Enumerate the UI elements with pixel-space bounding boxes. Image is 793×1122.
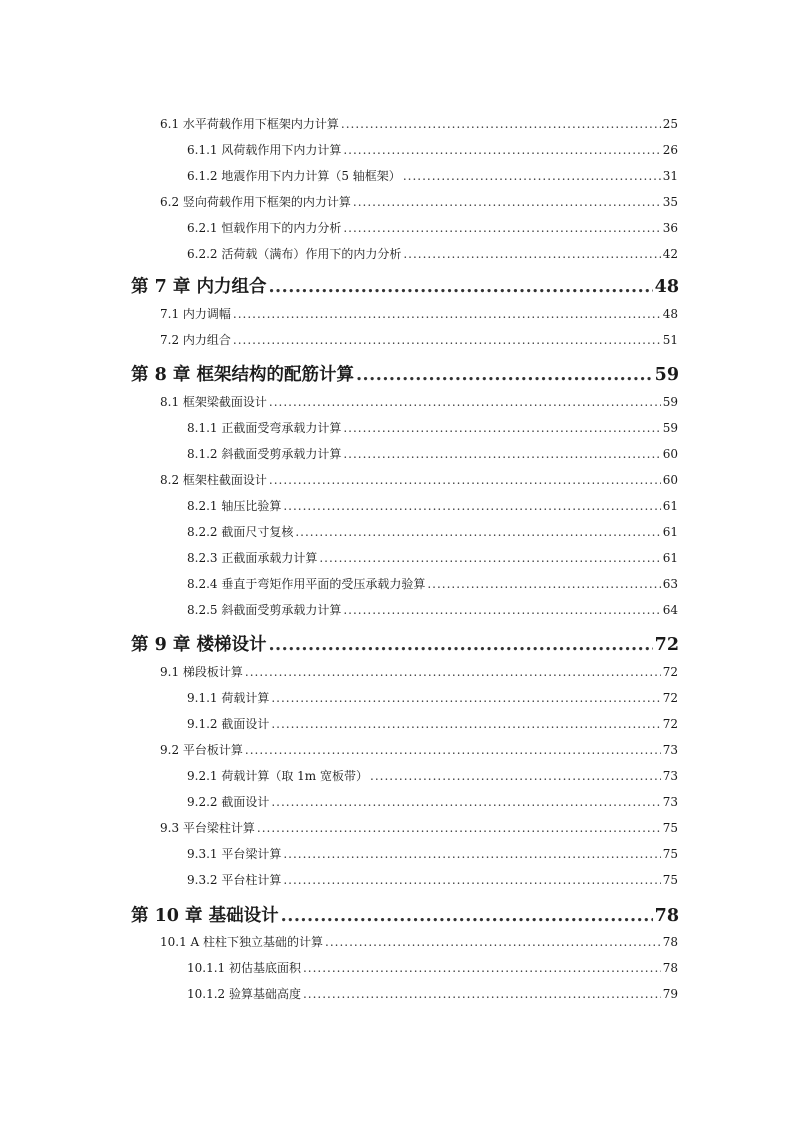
toc-entry-title: 6.2.1 恒载作用下的内力分析 [187,221,342,235]
dot-leader [271,717,660,731]
toc-chapter-entry[interactable] [131,361,679,386]
toc-entry[interactable] [187,497,678,514]
toc-entry-page: 59 [654,365,679,385]
dot-leader [268,277,652,297]
dot-leader [271,691,660,705]
toc-entry[interactable] [160,305,678,322]
toc-entry-title: 8.2 框架柱截面设计 [160,473,267,487]
toc-entry[interactable] [160,819,678,836]
toc-entry-page: 42 [662,247,678,261]
toc-entry[interactable] [187,871,678,888]
toc-entry[interactable] [187,715,678,732]
toc-entry-page: 73 [662,743,678,757]
toc-entry[interactable] [187,793,678,810]
toc-entry-page: 60 [662,473,678,487]
toc-entry[interactable] [187,689,678,706]
dot-leader [283,499,660,513]
toc-entry-title: 第 9 章 楼梯设计 [131,635,267,655]
toc-entry-page: 73 [662,769,678,783]
toc-entry[interactable] [160,331,678,348]
toc-entry[interactable] [187,767,678,784]
toc-entry-title: 10.1.2 验算基础高度 [187,987,301,1001]
dot-leader [245,665,661,679]
toc-entry-page: 48 [654,277,679,297]
toc-entry[interactable] [187,549,678,566]
toc-entry-page: 75 [662,847,678,861]
dot-leader [343,421,660,435]
toc-entry-page: 64 [662,603,678,617]
toc-entry-page: 78 [654,906,679,926]
toc-entry-page: 51 [662,333,678,347]
toc-entry-title: 8.2.2 截面尺寸复核 [187,525,294,539]
dot-leader [271,795,660,809]
toc-entry-title: 9.2.2 截面设计 [187,795,270,809]
toc-entry-title: 10.1.1 初估基底面积 [187,961,301,975]
toc-entry-page: 63 [662,577,678,591]
toc-entry-title: 第 7 章 内力组合 [131,277,267,297]
toc-entry[interactable] [187,445,678,462]
dot-leader [343,603,660,617]
toc-entry-title: 8.1.1 正截面受弯承载力计算 [187,421,342,435]
toc-entry-page: 72 [662,717,678,731]
dot-leader [403,247,660,261]
dot-leader [353,195,661,209]
dot-leader [356,365,653,385]
toc-entry-page: 25 [662,117,678,131]
toc-entry-page: 36 [662,221,678,235]
toc-entry-title: 6.1.1 风荷载作用下内力计算 [187,143,342,157]
toc-entry-title: 8.2.5 斜截面受剪承载力计算 [187,603,342,617]
toc-entry-page: 61 [662,499,678,513]
toc-entry-page: 31 [662,169,678,183]
toc-entry-title: 8.1 框架梁截面设计 [160,395,267,409]
toc-entry-title: 9.2.1 荷载计算（取 1m 宽板带） [187,769,368,783]
toc-entry[interactable] [187,219,678,236]
toc-entry[interactable] [160,471,678,488]
toc-entry-title: 9.1.1 荷载计算 [187,691,270,705]
dot-leader [325,935,661,949]
toc-entry[interactable] [160,193,678,210]
toc-entry-page: 78 [662,935,678,949]
dot-leader [281,906,653,926]
toc-chapter-entry[interactable] [131,631,679,656]
toc-entry[interactable] [160,393,678,410]
dot-leader [343,221,660,235]
toc-chapter-entry[interactable] [131,902,679,927]
toc-entry-title: 8.1.2 斜截面受剪承载力计算 [187,447,342,461]
toc-entry-title: 7.1 内力调幅 [160,307,231,321]
toc-entry-page: 75 [662,873,678,887]
toc-entry[interactable] [187,845,678,862]
toc-entry[interactable] [160,663,678,680]
toc-entry-page: 78 [662,961,678,975]
toc-entry[interactable] [187,245,678,262]
dot-leader [341,117,661,131]
toc-entry[interactable] [187,523,678,540]
toc-entry[interactable] [187,575,678,592]
toc-entry-title: 8.2.4 垂直于弯矩作用平面的受压承载力验算 [187,577,426,591]
dot-leader [370,769,661,783]
toc-chapter-entry[interactable] [131,273,679,298]
dot-leader [269,473,661,487]
toc-entry-page: 72 [662,665,678,679]
toc-entry-page: 60 [662,447,678,461]
toc-entry-title: 第 8 章 框架结构的配筋计算 [131,365,354,385]
toc-entry-page: 75 [662,821,678,835]
dot-leader [319,551,660,565]
toc-entry[interactable] [187,601,678,618]
toc-entry-title: 9.1 梯段板计算 [160,665,243,679]
toc-entry-title: 6.2.2 活荷载（满布）作用下的内力分析 [187,247,402,261]
dot-leader [283,873,660,887]
toc-entry-page: 73 [662,795,678,809]
dot-leader [343,143,660,157]
toc-entry-page: 72 [662,691,678,705]
toc-entry-page: 35 [662,195,678,209]
dot-leader [283,847,660,861]
toc-entry-page: 48 [662,307,678,321]
toc-entry-title: 9.3 平台梁柱计算 [160,821,255,835]
toc-entry-title: 8.2.3 正截面承载力计算 [187,551,318,565]
dot-leader [295,525,660,539]
dot-leader [303,987,661,1001]
toc-entry-page: 59 [662,421,678,435]
toc-entry-page: 61 [662,551,678,565]
toc-entry[interactable] [187,419,678,436]
toc-entry[interactable] [187,141,678,158]
dot-leader [269,395,661,409]
toc-entry[interactable] [187,985,678,1002]
toc-entry-title: 7.2 内力组合 [160,333,231,347]
dot-leader [403,169,661,183]
toc-entry-title: 6.2 竖向荷载作用下框架的内力计算 [160,195,351,209]
toc-entry-page: 59 [662,395,678,409]
toc-entry-title: 8.2.1 轴压比验算 [187,499,282,513]
dot-leader [427,577,660,591]
toc-entry[interactable] [187,167,678,184]
dot-leader [233,307,661,321]
toc-entry-page: 26 [662,143,678,157]
dot-leader [257,821,661,835]
toc-entry-title: 9.1.2 截面设计 [187,717,270,731]
toc-entry-page: 72 [654,635,679,655]
dot-leader [268,635,652,655]
toc-entry[interactable] [160,115,678,132]
toc-entry[interactable] [187,959,678,976]
dot-leader [303,961,661,975]
toc-entry-title: 9.2 平台板计算 [160,743,243,757]
toc-entry[interactable] [160,933,678,950]
dot-leader [343,447,660,461]
toc-entry-page: 61 [662,525,678,539]
toc-entry-title: 第 10 章 基础设计 [131,906,279,926]
dot-leader [233,333,661,347]
toc-entry-title: 10.1 A 柱柱下独立基础的计算 [160,935,324,949]
toc-entry[interactable] [160,741,678,758]
toc-entry-page: 79 [662,987,678,1001]
toc-entry-title: 9.3.2 平台柱计算 [187,873,282,887]
toc-entry-title: 6.1.2 地震作用下内力计算（5 轴框架） [187,169,401,183]
toc-entry-title: 6.1 水平荷载作用下框架内力计算 [160,117,339,131]
toc-entry-title: 9.3.1 平台梁计算 [187,847,282,861]
dot-leader [245,743,661,757]
